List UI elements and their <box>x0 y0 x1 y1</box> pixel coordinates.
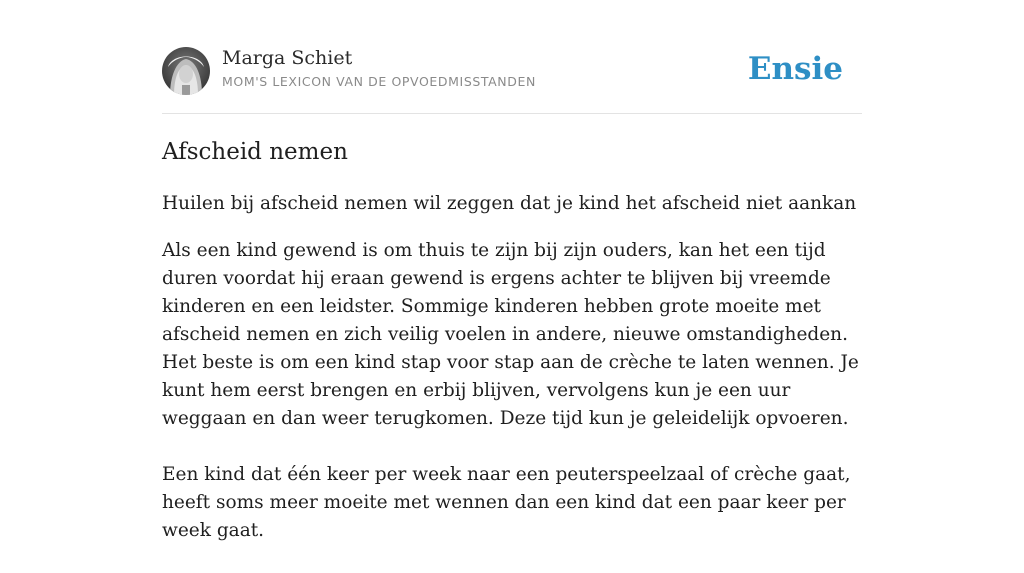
article-paragraph: Een kind dat één keer per week naar een peuterspeelzaal of crèche gaat, heeft soms meer moeite met wennen dan een kind dat een paar keer per week gaat. <box>162 464 851 541</box>
author-name[interactable]: Marga Schiet <box>222 47 353 69</box>
avatar[interactable] <box>162 47 210 95</box>
page <box>162 0 862 541</box>
brand-logo[interactable]: Ensie <box>747 51 843 87</box>
article-subtitle: Huilen bij afscheid nemen wil zeggen dat je kind het afscheid niet aankan <box>162 193 857 214</box>
author-photo <box>162 47 210 95</box>
article-body <box>162 237 862 573</box>
series-name[interactable]: MOM'S LEXICON VAN DE OPVOEDMISSTANDEN <box>222 74 536 89</box>
header <box>162 0 862 114</box>
article-paragraph: Als een kind gewend is om thuis te zijn bij zijn ouders, kan het een tijd duren voordat hij eraan gewend is ergens achter te blijven bij vreemde kinderen en een leidster. Sommige kinderen hebben grote moeite met afscheid nemen en zich veilig voelen in andere, nieuwe omstandigheden. Het beste is om een kind stap voor stap aan de crèche te laten wennen. Je kunt hem eerst brengen en erbij blijven, vervolgens kun je een uur weggaan en dan weer terugkomen. Deze tijd kun je geleidelijk opvoeren. <box>162 240 859 429</box>
article-title: Afscheid nemen <box>162 139 348 165</box>
